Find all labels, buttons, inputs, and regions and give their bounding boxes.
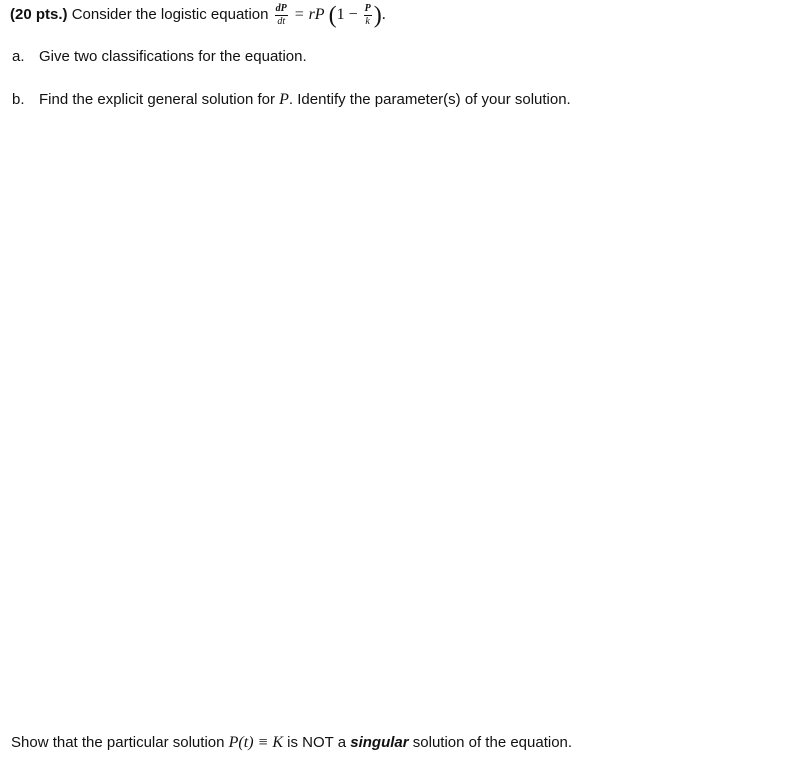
equation-rhs: = rP [293, 6, 325, 24]
question-c-text-middle: is NOT a [287, 734, 347, 751]
problem-statement [10, 4, 386, 27]
question-b-variable: P [279, 91, 289, 108]
problem-intro: Consider the logistic equation [71, 6, 269, 24]
left-paren: ( [328, 2, 337, 29]
derivative-fraction [275, 4, 288, 27]
one-minus: 1 − [336, 6, 358, 24]
question-b-label: b. [12, 91, 25, 108]
logistic-equation [273, 2, 386, 29]
fraction-k: k [365, 16, 370, 27]
question-c-text-after: solution of the equation. [412, 734, 573, 751]
fraction-numerator: dP [275, 3, 287, 14]
singular-emphasis: singular [350, 734, 409, 751]
points-label: (20 pts.) [10, 6, 68, 24]
question-b-text-after: . Identify the parameter(s) of your solution. [288, 91, 571, 108]
equation-period: . [381, 6, 386, 24]
question-b-text: Find the explicit general solution for [39, 91, 275, 108]
question-c-expression: P(t) ≡ K [228, 734, 283, 751]
question-a-label: a. [12, 48, 25, 65]
right-paren: ) [373, 2, 382, 29]
p-over-k-fraction [364, 4, 372, 27]
question-a-text: Give two classifications for the equation. [39, 48, 307, 65]
fraction-p: P [364, 3, 371, 14]
question-a [12, 47, 307, 67]
question-c [11, 733, 572, 753]
question-b [12, 90, 571, 110]
question-c-text: Show that the particular solution [11, 734, 225, 751]
fraction-denominator: dt [277, 16, 286, 27]
